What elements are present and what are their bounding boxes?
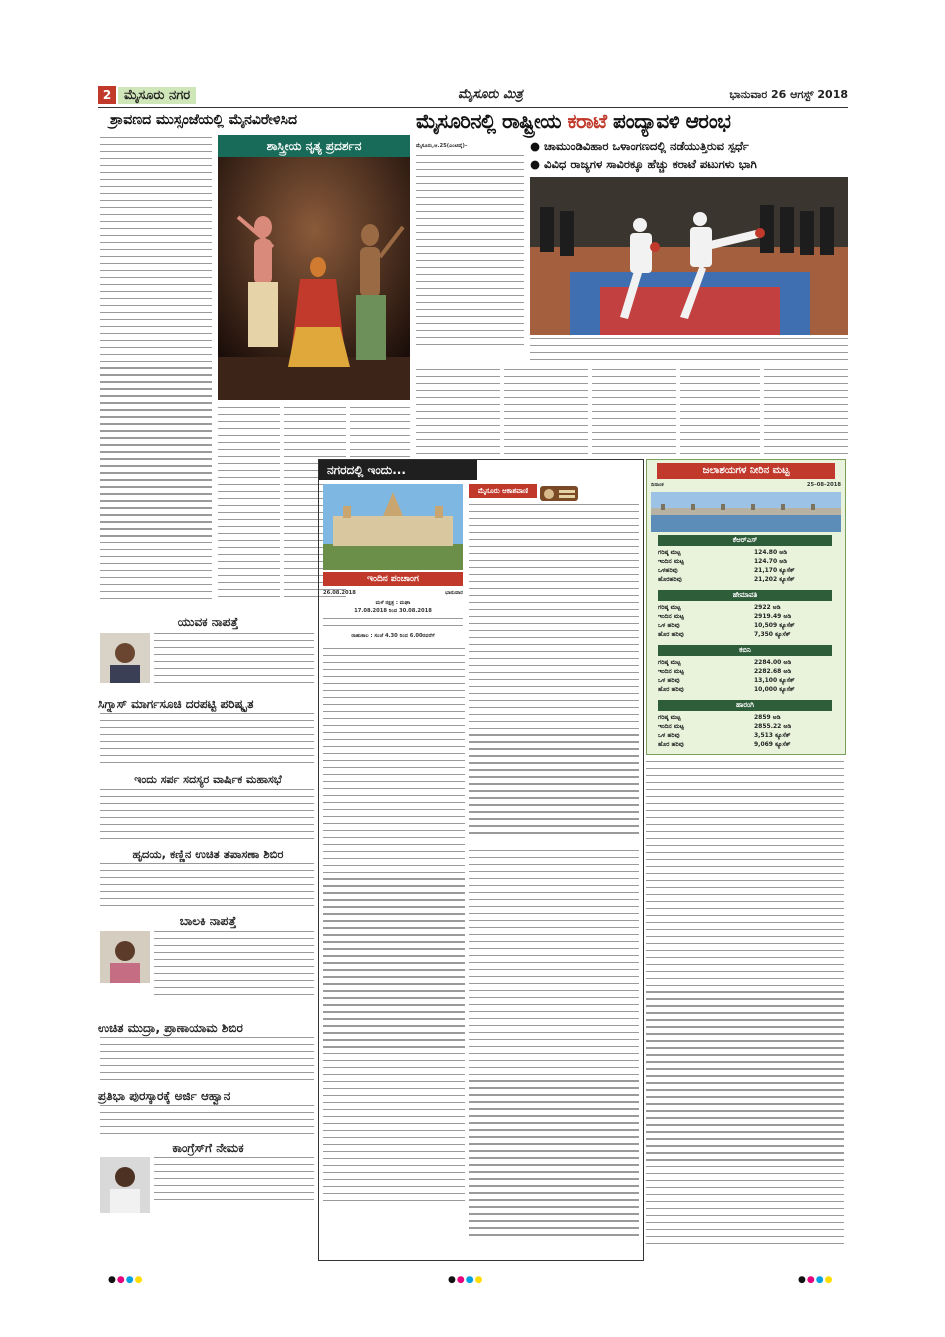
missing-girl-photo <box>100 931 150 983</box>
karate-article-col-5 <box>680 369 760 459</box>
dam-row-label: ಇಂದಿನ ಮಟ್ಟ <box>658 558 684 565</box>
dam-row-label: ಹೊರಹರಿವು <box>658 576 682 583</box>
karate-headline-part-1: ಮೈಸೂರಿನಲ್ಲಿ ರಾಷ್ಟ್ರೀಯ <box>416 109 568 133</box>
dam-row <box>658 566 832 575</box>
dam-row-label: ಹೊರ ಹರಿವು <box>658 631 684 638</box>
karate-bullet-1: ● ಚಾಮುಂಡಿವಿಹಾರ ಒಳಾಂಗಣದಲ್ಲಿ ನಡೆಯುತ್ತಿರುವ ಸ್ಪರ್ಧೆ <box>530 139 749 153</box>
news-missing-girl-text <box>154 931 314 1001</box>
dance-headline: ಶ್ರಾವಣದ ಮುಸ್ಸಂಜೆಯಲ್ಲಿ ಮೈನವಿರೇಳಿಸಿದ <box>110 112 298 128</box>
karate-bullet-2: ● ವಿವಿಧ ರಾಜ್ಯಗಳ ಸಾವಿರಕ್ಕೂ ಹೆಚ್ಚು ಕರಾಟೆ ಪಟುಗಳು ಭಾಗಿ <box>530 157 757 171</box>
karate-bullet-1-text: ಚಾಮುಂಡಿವಿಹಾರ ಒಳಾಂಗಣದಲ್ಲಿ ನಡೆಯುತ್ತಿರುವ ಸ್ಪರ್ಧೆ <box>544 139 749 153</box>
dam-row <box>658 685 832 694</box>
dam-row-label: ಗರಿಷ್ಠ ಮಟ್ಟ <box>658 714 681 721</box>
missing-youth-photo <box>100 633 150 683</box>
karate-article-col-2 <box>416 369 500 459</box>
news-missing-youth-text <box>154 633 314 693</box>
dam-row <box>658 667 832 676</box>
dance-article-text <box>100 137 212 607</box>
masthead: ಮೈಸೂರು ಮಿತ್ರ <box>458 87 523 102</box>
dam-row <box>658 612 832 621</box>
issue-date: ಭಾನುವಾರ 26 ಆಗಸ್ಟ್ 2018 <box>729 88 848 101</box>
dam-row <box>658 713 832 722</box>
panchanga-title: ಇಂದಿನ ಪಂಚಾಂಗ <box>323 572 463 586</box>
dam-row-label: ಹೊರ ಹರಿವು <box>658 686 684 693</box>
rain-star: ಮಳೆ ನಕ್ಷತ್ರ : ಮಘಾ <box>375 600 411 606</box>
reservoir-title: ಜಲಾಶಯಗಳ ನೀರಿನ ಮಟ್ಟ <box>657 463 835 479</box>
news-congress-appointment: ಕಾಂಗ್ರೆಸ್‌ಗೆ ನೇಮಕ <box>172 1141 244 1155</box>
news-annual-meeting-text <box>100 789 314 845</box>
radio-icon <box>539 484 579 502</box>
right-column-events <box>646 761 844 1271</box>
dam-row <box>658 603 832 612</box>
dam-row-label: ಇಂದಿನ ಮಟ್ಟ <box>658 668 684 675</box>
news-annual-meeting: ಇಂದು ಸರ್ಪ ಸದಸ್ಯರ ವಾರ್ಷಿಕ ಮಹಾಸಭೆ <box>134 773 282 786</box>
registration-marks-left: ●●●● <box>108 1275 144 1285</box>
dam-row <box>658 630 832 639</box>
dam-row-value: 9,069 ಕ್ಯೂಸೆಕ್ <box>754 741 791 748</box>
news-pranayama-text <box>100 1037 314 1087</box>
dam-row-label: ಗರಿಷ್ಠ ಮಟ್ಟ <box>658 659 681 666</box>
dam-row-value: 124.80 ಅಡಿ <box>754 549 787 556</box>
karate-headline <box>416 109 848 133</box>
rain-star-range: 17.08.2018 ರಿಂದ 30.08.2018 <box>354 608 432 614</box>
palace-photo <box>323 484 463 570</box>
registration-marks-right: ●●●● <box>798 1275 834 1285</box>
dam-row <box>658 548 832 557</box>
news-congress-text <box>154 1157 314 1207</box>
dam-row <box>658 731 832 740</box>
panchanga-day: ಭಾನುವಾರ <box>445 590 463 596</box>
news-pranayama-camp: ಉಚಿತ ಮುದ್ರಾ, ಪ್ರಾಣಾಯಾಮ ಶಿಬಿರ <box>98 1021 243 1035</box>
dam-row-value: 124.70 ಅಡಿ <box>754 558 787 565</box>
dam-name-3: ಹಾರಂಗಿ <box>658 700 832 711</box>
dam-row-value: 21,170 ಕ್ಯೂಸೆಕ್ <box>754 567 795 574</box>
events-col-2 <box>469 850 639 1250</box>
dam-name-2: ಕಬಿನಿ <box>658 645 832 656</box>
news-missing-girl: ಬಾಲಕಿ ನಾಪತ್ತೆ <box>179 914 237 928</box>
newspaper-page <box>98 85 848 1285</box>
page-number: 2 <box>98 86 116 104</box>
dance-ribbon: ಶಾಸ್ತ್ರೀಯ ನೃತ್ಯ ಪ್ರದರ್ಶನ <box>218 135 410 157</box>
panchanga-details <box>323 618 463 632</box>
dam-photo <box>651 492 841 532</box>
page-header <box>98 85 848 107</box>
dam-row-value: 10,509 ಕ್ಯೂಸೆಕ್ <box>754 622 795 629</box>
reservoir-date-label: ದಿನಾಂಕ <box>651 482 664 488</box>
dam-row-value: 7,350 ಕ್ಯೂಸೆಕ್ <box>754 631 791 638</box>
reservoir-date: 25–08–2018 <box>806 482 841 488</box>
today-box <box>318 459 644 1261</box>
header-rule <box>98 107 848 108</box>
dam-row <box>658 722 832 731</box>
karate-headline-part-3: ಪಂದ್ಯಾವಳಿ ಆರಂಭ <box>606 109 731 133</box>
dam-row-value: 13,100 ಕ್ಯೂಸೆಕ್ <box>754 677 795 684</box>
dam-row <box>658 740 832 749</box>
dam-row-value: 2284.00 ಅಡಿ <box>754 659 792 666</box>
radio-title: ಮೈಸೂರು ಆಕಾಶವಾಣಿ <box>469 484 537 498</box>
dam-row-label: ಹೊರ ಹರಿವು <box>658 741 684 748</box>
dam-row <box>658 575 832 584</box>
karate-photo <box>530 177 848 335</box>
news-fare-revised: ಸಿಗ್ನಾಸ್ ಮಾರ್ಗಸೂಚಿ ದರಪಟ್ಟಿ ಪರಿಷ್ಕೃತ <box>98 697 254 711</box>
dance-photo <box>218 157 410 400</box>
dam-row-value: 3,513 ಕ್ಯೂಸೆಕ್ <box>754 732 791 739</box>
dam-row-label: ಒಳಹರಿವು <box>658 567 678 574</box>
karate-photo-caption <box>530 338 848 366</box>
karate-headline-part-2: ಕರಾಟೆ <box>567 109 607 133</box>
dam-row-label: ಗರಿಷ್ಠ ಮಟ್ಟ <box>658 604 681 611</box>
dam-row-label: ಒಳ ಹರಿವು <box>658 677 680 684</box>
news-fare-revised-text <box>100 713 314 769</box>
dam-row <box>658 557 832 566</box>
dam-row <box>658 676 832 685</box>
dam-row-value: 2859 ಅಡಿ <box>754 714 781 721</box>
dam-row-label: ಗರಿಷ್ಠ ಮಟ್ಟ <box>658 549 681 556</box>
panchanga-date: 26.08.2018 <box>323 590 356 596</box>
dam-name-0: ಕೆಆರ್‌ಎಸ್ <box>658 535 832 546</box>
dam-row-value: 2919.49 ಅಡಿ <box>754 613 792 620</box>
dam-row <box>658 658 832 667</box>
dam-row-label: ಒಳ ಹರಿವು <box>658 622 680 629</box>
dam-row-label: ಇಂದಿನ ಮಟ್ಟ <box>658 723 684 730</box>
registration-marks-center: ●●●● <box>448 1275 484 1285</box>
section-title: ಮೈಸೂರು ನಗರ <box>118 87 196 104</box>
dance-article-col-2 <box>218 407 280 607</box>
dam-row <box>658 621 832 630</box>
dam-row-value: 2282.68 ಅಡಿ <box>754 668 792 675</box>
dam-row-value: 2922 ಅಡಿ <box>754 604 781 611</box>
dam-name-1: ಹೇಮಾವತಿ <box>658 590 832 601</box>
news-merit-award: ಪ್ರತಿಭಾ ಪುರಸ್ಕಾರಕ್ಕೆ ಅರ್ಜಿ ಆಹ್ವಾನ <box>98 1089 231 1103</box>
karate-article-col-4 <box>592 369 676 459</box>
news-health-camp-text <box>100 863 314 913</box>
karate-bullet-2-text: ವಿವಿಧ ರಾಜ್ಯಗಳ ಸಾವಿರಕ್ಕೂ ಹೆಚ್ಚು ಕರಾಟೆ ಪಟುಗಳು ಭಾಗಿ <box>544 157 757 171</box>
news-missing-youth: ಯುವಕ ನಾಪತ್ತೆ <box>177 615 239 629</box>
news-merit-award-text <box>100 1105 314 1141</box>
dam-row-value: 21,202 ಕ್ಯೂಸೆಕ್ <box>754 576 795 583</box>
events-col-1 <box>323 648 465 1248</box>
dam-row-label: ಒಳ ಹರಿವು <box>658 732 680 739</box>
today-title: ನಗರದಲ್ಲಿ ಇಂದು... <box>319 460 477 480</box>
karate-article-col-1 <box>416 155 524 355</box>
karate-article-col-6 <box>764 369 848 459</box>
karate-article-col-3 <box>504 369 588 459</box>
appointee-photo <box>100 1157 150 1213</box>
rahukala: ರಾಹುಕಾಲ : ಸಂಜೆ 4.30 ರಿಂದ 6.00ರವರೆಗೆ <box>351 633 435 639</box>
dam-row-value: 10,000 ಕ್ಯೂಸೆಕ್ <box>754 686 795 693</box>
radio-schedule <box>469 504 639 844</box>
dam-row-value: 2855.22 ಅಡಿ <box>754 723 792 730</box>
dam-row-label: ಇಂದಿನ ಮಟ್ಟ <box>658 613 684 620</box>
karate-dateline: ಮೈಸೂರು,ಆ.25(ಎಂಟಿವೈ)– <box>416 143 468 149</box>
news-health-camp: ಹೃದಯ, ಕಣ್ಣಿನ ಉಚಿತ ತಪಾಸಣಾ ಶಿಬಿರ <box>132 847 284 861</box>
